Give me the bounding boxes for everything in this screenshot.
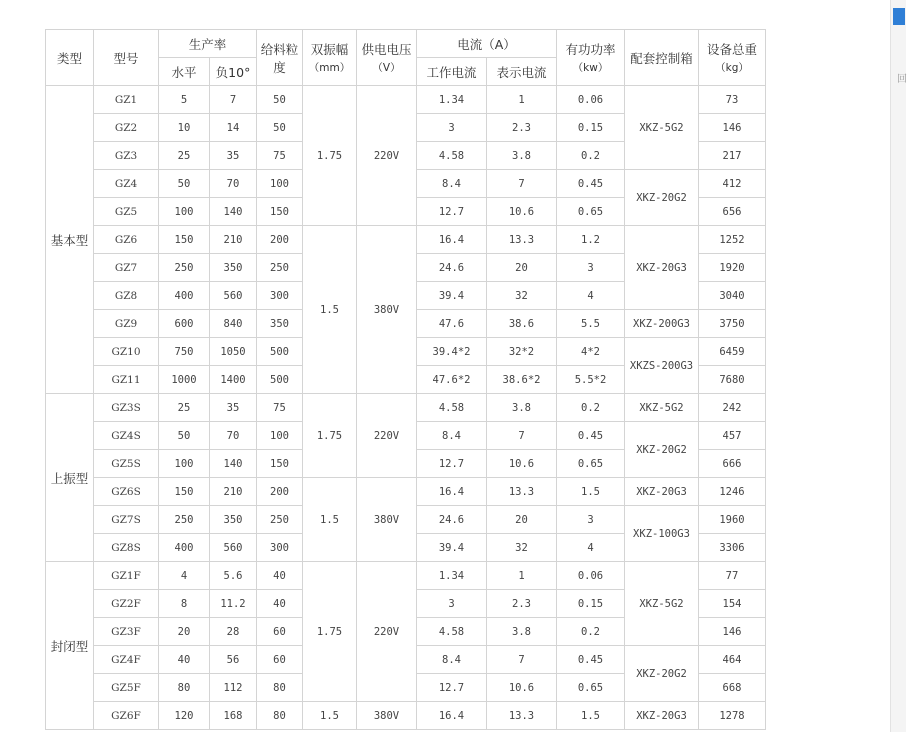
type-cell: 基本型 <box>46 86 94 394</box>
capacity-incline-cell: 210 <box>210 226 257 254</box>
work-current-cell: 8.4 <box>417 170 487 198</box>
header-weight-unit: （kg） <box>715 62 749 74</box>
work-current-cell: 3 <box>417 590 487 618</box>
power-cell: 0.45 <box>557 422 625 450</box>
weight-cell: 217 <box>699 142 766 170</box>
header-amplitude-unit: （mm） <box>308 62 351 74</box>
table-row <box>46 394 766 422</box>
capacity-incline-cell: 350 <box>210 254 257 282</box>
model-cell: GZ4S <box>94 422 159 450</box>
power-cell: 0.65 <box>557 674 625 702</box>
meter-current-cell: 10.6 <box>487 674 557 702</box>
work-current-cell: 47.6 <box>417 310 487 338</box>
model-cell: GZ1F <box>94 562 159 590</box>
work-current-cell: 39.4*2 <box>417 338 487 366</box>
header-power-unit: （kw） <box>572 62 609 74</box>
control-box-cell: XKZ-20G2 <box>625 646 699 702</box>
feed-size-cell: 250 <box>257 254 303 282</box>
capacity-incline-cell: 70 <box>210 422 257 450</box>
power-cell: 4*2 <box>557 338 625 366</box>
meter-current-cell: 20 <box>487 506 557 534</box>
weight-cell: 3750 <box>699 310 766 338</box>
meter-current-cell: 2.3 <box>487 590 557 618</box>
capacity-incline-cell: 7 <box>210 86 257 114</box>
header-power-label: 有功功率 <box>565 42 616 57</box>
capacity-incline-cell: 140 <box>210 198 257 226</box>
meter-current-cell: 2.3 <box>487 114 557 142</box>
side-panel <box>890 0 906 732</box>
work-current-cell: 12.7 <box>417 674 487 702</box>
control-box-cell: XKZ-20G2 <box>625 170 699 226</box>
weight-cell: 1252 <box>699 226 766 254</box>
table-row <box>46 226 766 254</box>
meter-current-cell: 10.6 <box>487 450 557 478</box>
capacity-incline-cell: 70 <box>210 170 257 198</box>
model-cell: GZ4 <box>94 170 159 198</box>
voltage-cell: 380V <box>357 478 417 562</box>
work-current-cell: 39.4 <box>417 282 487 310</box>
model-cell: GZ3S <box>94 394 159 422</box>
capacity-incline-cell: 1400 <box>210 366 257 394</box>
capacity-incline-cell: 168 <box>210 702 257 730</box>
work-current-cell: 24.6 <box>417 254 487 282</box>
header-current-work: 工作电流 <box>417 58 487 86</box>
power-cell: 0.15 <box>557 590 625 618</box>
work-current-cell: 3 <box>417 114 487 142</box>
model-cell: GZ8S <box>94 534 159 562</box>
header-control-box: 配套控制箱 <box>625 30 699 86</box>
capacity-incline-cell: 35 <box>210 142 257 170</box>
voltage-cell: 220V <box>357 562 417 702</box>
weight-cell: 146 <box>699 618 766 646</box>
weight-cell: 77 <box>699 562 766 590</box>
header-capacity-incline: 负10° <box>210 58 257 86</box>
weight-cell: 154 <box>699 590 766 618</box>
model-cell: GZ5F <box>94 674 159 702</box>
feed-size-cell: 500 <box>257 338 303 366</box>
power-cell: 0.65 <box>557 450 625 478</box>
weight-cell: 73 <box>699 86 766 114</box>
meter-current-cell: 1 <box>487 562 557 590</box>
weight-cell: 666 <box>699 450 766 478</box>
voltage-cell: 220V <box>357 86 417 226</box>
capacity-incline-cell: 560 <box>210 282 257 310</box>
feed-size-cell: 80 <box>257 674 303 702</box>
work-current-cell: 24.6 <box>417 506 487 534</box>
meter-current-cell: 13.3 <box>487 702 557 730</box>
meter-current-cell: 3.8 <box>487 618 557 646</box>
feed-size-cell: 60 <box>257 646 303 674</box>
feed-size-cell: 80 <box>257 702 303 730</box>
meter-current-cell: 32 <box>487 534 557 562</box>
capacity-flat-cell: 50 <box>159 170 210 198</box>
power-cell: 0.06 <box>557 86 625 114</box>
weight-cell: 457 <box>699 422 766 450</box>
header-voltage-unit: （V） <box>372 62 401 74</box>
control-box-cell: XKZ-100G3 <box>625 506 699 562</box>
weight-cell: 242 <box>699 394 766 422</box>
power-cell: 0.2 <box>557 142 625 170</box>
voltage-cell: 220V <box>357 394 417 478</box>
control-box-cell: XKZ-20G2 <box>625 422 699 478</box>
feed-size-cell: 300 <box>257 534 303 562</box>
feed-size-cell: 100 <box>257 170 303 198</box>
meter-current-cell: 38.6*2 <box>487 366 557 394</box>
control-box-cell: XKZ-200G3 <box>625 310 699 338</box>
weight-cell: 3040 <box>699 282 766 310</box>
meter-current-cell: 13.3 <box>487 226 557 254</box>
capacity-flat-cell: 10 <box>159 114 210 142</box>
header-weight <box>699 30 766 86</box>
feed-size-cell: 50 <box>257 114 303 142</box>
work-current-cell: 39.4 <box>417 534 487 562</box>
feed-size-cell: 300 <box>257 282 303 310</box>
model-cell: GZ10 <box>94 338 159 366</box>
capacity-incline-cell: 5.6 <box>210 562 257 590</box>
model-cell: GZ8 <box>94 282 159 310</box>
meter-current-cell: 20 <box>487 254 557 282</box>
power-cell: 3 <box>557 506 625 534</box>
amplitude-cell: 1.5 <box>303 226 357 394</box>
control-box-cell: XKZ-20G3 <box>625 702 699 730</box>
power-cell: 5.5 <box>557 310 625 338</box>
model-cell: GZ9 <box>94 310 159 338</box>
meter-current-cell: 10.6 <box>487 198 557 226</box>
weight-cell: 656 <box>699 198 766 226</box>
capacity-incline-cell: 560 <box>210 534 257 562</box>
capacity-flat-cell: 120 <box>159 702 210 730</box>
feed-size-cell: 150 <box>257 450 303 478</box>
model-cell: GZ2 <box>94 114 159 142</box>
feed-size-cell: 60 <box>257 618 303 646</box>
work-current-cell: 8.4 <box>417 646 487 674</box>
model-cell: GZ6F <box>94 702 159 730</box>
work-current-cell: 12.7 <box>417 198 487 226</box>
work-current-cell: 47.6*2 <box>417 366 487 394</box>
capacity-flat-cell: 5 <box>159 86 210 114</box>
capacity-incline-cell: 140 <box>210 450 257 478</box>
model-cell: GZ5 <box>94 198 159 226</box>
meter-current-cell: 3.8 <box>487 142 557 170</box>
power-cell: 0.2 <box>557 394 625 422</box>
header-current-meter: 表示电流 <box>487 58 557 86</box>
table-row <box>46 478 766 506</box>
work-current-cell: 4.58 <box>417 618 487 646</box>
capacity-flat-cell: 4 <box>159 562 210 590</box>
model-cell: GZ6 <box>94 226 159 254</box>
table-row <box>46 702 766 730</box>
weight-cell: 146 <box>699 114 766 142</box>
model-cell: GZ1 <box>94 86 159 114</box>
side-panel-glyph[interactable]: 回 <box>897 74 907 85</box>
header-feed-size-b: 度 <box>273 59 286 75</box>
feed-size-cell: 200 <box>257 226 303 254</box>
side-tab[interactable] <box>893 8 905 25</box>
capacity-flat-cell: 250 <box>159 254 210 282</box>
power-cell: 1.5 <box>557 702 625 730</box>
weight-cell: 6459 <box>699 338 766 366</box>
meter-current-cell: 32 <box>487 282 557 310</box>
work-current-cell: 16.4 <box>417 478 487 506</box>
work-current-cell: 8.4 <box>417 422 487 450</box>
work-current-cell: 16.4 <box>417 702 487 730</box>
model-cell: GZ6S <box>94 478 159 506</box>
power-cell: 0.2 <box>557 618 625 646</box>
capacity-flat-cell: 400 <box>159 534 210 562</box>
capacity-flat-cell: 20 <box>159 618 210 646</box>
power-cell: 0.45 <box>557 646 625 674</box>
power-cell: 4 <box>557 534 625 562</box>
header-weight-label: 设备总重 <box>706 42 757 57</box>
header-amplitude-label: 双振幅 <box>310 42 349 57</box>
meter-current-cell: 38.6 <box>487 310 557 338</box>
amplitude-cell: 1.75 <box>303 86 357 226</box>
capacity-flat-cell: 25 <box>159 142 210 170</box>
model-cell: GZ2F <box>94 590 159 618</box>
amplitude-cell: 1.75 <box>303 562 357 702</box>
feed-size-cell: 75 <box>257 142 303 170</box>
weight-cell: 1920 <box>699 254 766 282</box>
model-cell: GZ7 <box>94 254 159 282</box>
control-box-cell: XKZ-5G2 <box>625 562 699 646</box>
power-cell: 0.45 <box>557 170 625 198</box>
weight-cell: 412 <box>699 170 766 198</box>
header-voltage <box>357 30 417 86</box>
type-cell: 封闭型 <box>46 562 94 730</box>
weight-cell: 1278 <box>699 702 766 730</box>
capacity-flat-cell: 100 <box>159 450 210 478</box>
header-capacity-flat: 水平 <box>159 58 210 86</box>
feed-size-cell: 250 <box>257 506 303 534</box>
control-box-cell: XKZ-5G2 <box>625 394 699 422</box>
capacity-flat-cell: 50 <box>159 422 210 450</box>
capacity-flat-cell: 100 <box>159 198 210 226</box>
capacity-incline-cell: 1050 <box>210 338 257 366</box>
weight-cell: 464 <box>699 646 766 674</box>
voltage-cell: 380V <box>357 226 417 394</box>
feed-size-cell: 150 <box>257 198 303 226</box>
header-type: 类型 <box>46 30 94 86</box>
weight-cell: 1960 <box>699 506 766 534</box>
capacity-flat-cell: 600 <box>159 310 210 338</box>
capacity-flat-cell: 8 <box>159 590 210 618</box>
control-box-cell: XKZ-20G3 <box>625 478 699 506</box>
type-cell: 上振型 <box>46 394 94 562</box>
capacity-flat-cell: 25 <box>159 394 210 422</box>
model-cell: GZ3F <box>94 618 159 646</box>
capacity-incline-cell: 11.2 <box>210 590 257 618</box>
feed-size-cell: 350 <box>257 310 303 338</box>
feed-size-cell: 40 <box>257 562 303 590</box>
work-current-cell: 4.58 <box>417 394 487 422</box>
power-cell: 0.06 <box>557 562 625 590</box>
power-cell: 1.2 <box>557 226 625 254</box>
work-current-cell: 4.58 <box>417 142 487 170</box>
capacity-flat-cell: 80 <box>159 674 210 702</box>
table-row <box>46 86 766 114</box>
voltage-cell: 380V <box>357 702 417 730</box>
capacity-flat-cell: 250 <box>159 506 210 534</box>
feed-size-cell: 200 <box>257 478 303 506</box>
header-power <box>557 30 625 86</box>
weight-cell: 668 <box>699 674 766 702</box>
header-model: 型号 <box>94 30 159 86</box>
power-cell: 4 <box>557 282 625 310</box>
meter-current-cell: 7 <box>487 646 557 674</box>
meter-current-cell: 1 <box>487 86 557 114</box>
capacity-flat-cell: 400 <box>159 282 210 310</box>
capacity-incline-cell: 14 <box>210 114 257 142</box>
capacity-incline-cell: 35 <box>210 394 257 422</box>
weight-cell: 7680 <box>699 366 766 394</box>
capacity-flat-cell: 750 <box>159 338 210 366</box>
capacity-incline-cell: 28 <box>210 618 257 646</box>
model-cell: GZ7S <box>94 506 159 534</box>
weight-cell: 1246 <box>699 478 766 506</box>
power-cell: 0.65 <box>557 198 625 226</box>
header-current: 电流（A） <box>417 30 557 58</box>
model-cell: GZ11 <box>94 366 159 394</box>
feed-size-cell: 50 <box>257 86 303 114</box>
model-cell: GZ5S <box>94 450 159 478</box>
header-feed-size <box>257 30 303 86</box>
power-cell: 3 <box>557 254 625 282</box>
capacity-flat-cell: 150 <box>159 478 210 506</box>
work-current-cell: 12.7 <box>417 450 487 478</box>
control-box-cell: XKZS-200G3 <box>625 338 699 394</box>
header-voltage-label: 供电电压 <box>361 42 412 57</box>
feed-size-cell: 500 <box>257 366 303 394</box>
work-current-cell: 1.34 <box>417 86 487 114</box>
model-cell: GZ4F <box>94 646 159 674</box>
capacity-flat-cell: 1000 <box>159 366 210 394</box>
spec-table <box>45 29 766 730</box>
header-capacity: 生产率 <box>159 30 257 58</box>
feed-size-cell: 40 <box>257 590 303 618</box>
feed-size-cell: 100 <box>257 422 303 450</box>
table-row <box>46 562 766 590</box>
amplitude-cell: 1.75 <box>303 394 357 478</box>
meter-current-cell: 32*2 <box>487 338 557 366</box>
model-cell: GZ3 <box>94 142 159 170</box>
feed-size-cell: 75 <box>257 394 303 422</box>
meter-current-cell: 7 <box>487 170 557 198</box>
meter-current-cell: 7 <box>487 422 557 450</box>
work-current-cell: 1.34 <box>417 562 487 590</box>
capacity-incline-cell: 210 <box>210 478 257 506</box>
power-cell: 0.15 <box>557 114 625 142</box>
amplitude-cell: 1.5 <box>303 702 357 730</box>
capacity-incline-cell: 56 <box>210 646 257 674</box>
header-feed-size-a: 给料粒 <box>260 41 299 57</box>
capacity-incline-cell: 840 <box>210 310 257 338</box>
control-box-cell: XKZ-20G3 <box>625 226 699 310</box>
capacity-flat-cell: 40 <box>159 646 210 674</box>
header-amplitude <box>303 30 357 86</box>
meter-current-cell: 13.3 <box>487 478 557 506</box>
capacity-flat-cell: 150 <box>159 226 210 254</box>
amplitude-cell: 1.5 <box>303 478 357 562</box>
capacity-incline-cell: 350 <box>210 506 257 534</box>
control-box-cell: XKZ-5G2 <box>625 86 699 170</box>
power-cell: 5.5*2 <box>557 366 625 394</box>
weight-cell: 3306 <box>699 534 766 562</box>
power-cell: 1.5 <box>557 478 625 506</box>
capacity-incline-cell: 112 <box>210 674 257 702</box>
work-current-cell: 16.4 <box>417 226 487 254</box>
meter-current-cell: 3.8 <box>487 394 557 422</box>
